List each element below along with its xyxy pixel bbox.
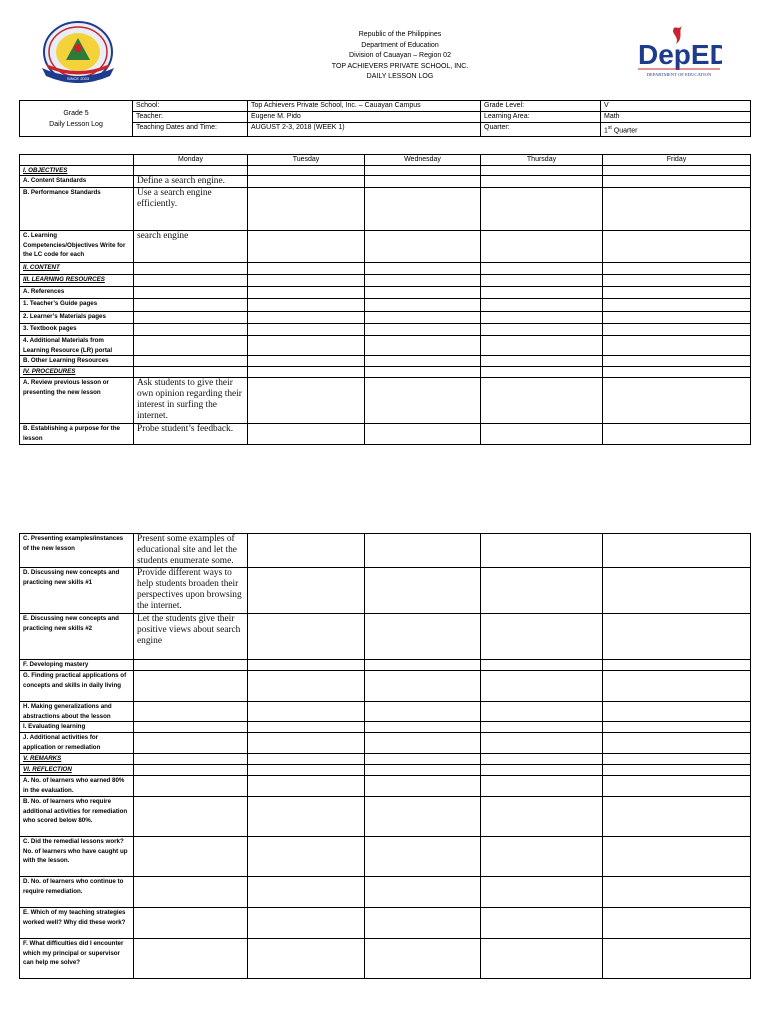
table-row	[20, 908, 751, 939]
table-row	[20, 287, 751, 299]
tuesday-cell	[248, 765, 365, 776]
day-header-thursday: Thursday	[481, 155, 603, 166]
table-row	[20, 299, 751, 312]
monday-cell	[134, 939, 248, 979]
row-label: F. What difficulties did I encounter which my principal or supervisor can help me solve?	[20, 939, 134, 979]
document-header	[250, 30, 550, 83]
lesson-info-table	[19, 100, 751, 137]
day-header-wednesday: Wednesday	[365, 155, 481, 166]
thursday-cell	[481, 176, 603, 188]
monday-cell	[134, 797, 248, 837]
monday-cell	[134, 754, 248, 765]
table-row	[20, 837, 751, 877]
wednesday-cell	[365, 336, 481, 356]
table-row	[20, 188, 751, 231]
wednesday-cell	[365, 534, 481, 568]
wednesday-cell	[365, 837, 481, 877]
row-label: D. No. of learners who continue to require remediation.	[20, 877, 134, 908]
wednesday-cell	[365, 908, 481, 939]
thursday-cell	[481, 336, 603, 356]
header-line-log-title: DAILY LESSON LOG	[366, 73, 434, 80]
monday-cell: Ask students to give their own opinion regarding their interest in surfing the internet.	[134, 378, 248, 424]
row-label: H. Making generalizations and abstractions about the lesson	[20, 702, 134, 722]
friday-cell	[603, 660, 751, 671]
tuesday-cell	[248, 299, 365, 312]
table-row	[20, 378, 751, 424]
monday-cell	[134, 660, 248, 671]
row-label: 1. Teacher’s Guide pages	[20, 299, 134, 312]
row-label: III. LEARNING RESOURCES	[20, 275, 134, 287]
friday-cell	[603, 671, 751, 702]
tuesday-cell	[248, 424, 365, 444]
tuesday-cell	[248, 231, 365, 263]
wednesday-cell	[365, 733, 481, 754]
svg-text:DEPARTMENT OF EDUCATION: DEPARTMENT OF EDUCATION	[646, 72, 712, 77]
grade-cell	[20, 101, 133, 137]
table-row	[20, 367, 751, 378]
day-header-friday: Friday	[603, 155, 751, 166]
wednesday-cell	[365, 765, 481, 776]
table-row	[20, 776, 751, 797]
friday-cell	[603, 424, 751, 444]
quarter-label: Quarter:	[481, 123, 601, 137]
table-row	[20, 765, 751, 776]
thursday-cell	[481, 702, 603, 722]
table-row	[20, 263, 751, 275]
thursday-cell	[481, 908, 603, 939]
table-row	[20, 939, 751, 979]
table-row	[20, 568, 751, 614]
tuesday-cell	[248, 776, 365, 797]
row-label: A. No. of learners who earned 80% in the evaluation.	[20, 776, 134, 797]
thursday-cell	[481, 754, 603, 765]
monday-cell: Define a search engine.	[134, 176, 248, 188]
row-label: C. Learning Competencies/Objectives Write for the LC code for each	[20, 231, 134, 263]
wednesday-cell	[365, 287, 481, 299]
row-label: I. OBJECTIVES	[20, 165, 134, 176]
thursday-cell	[481, 534, 603, 568]
friday-cell	[603, 797, 751, 837]
table-row	[20, 324, 751, 336]
monday-cell	[134, 776, 248, 797]
row-label: B. No. of learners who require additional activities for remediation who scored below 80%.	[20, 797, 134, 837]
tuesday-cell	[248, 660, 365, 671]
tuesday-cell	[248, 263, 365, 275]
wednesday-cell	[365, 939, 481, 979]
learning-area-value: Math	[601, 112, 751, 123]
friday-cell	[603, 188, 751, 231]
monday-cell: search engine	[134, 231, 248, 263]
row-label: B. Other Learning Resources	[20, 356, 134, 367]
wednesday-cell	[365, 231, 481, 263]
table-row	[20, 722, 751, 733]
row-label: IV. PROCEDURES	[20, 367, 134, 378]
thursday-cell	[481, 671, 603, 702]
lesson-plan-table-part1	[19, 154, 751, 445]
svg-text:DepED: DepED	[638, 39, 722, 70]
grade-level-label: Grade Level:	[481, 101, 601, 112]
teacher-label: Teacher:	[133, 112, 248, 123]
row-label: 2. Learner’s Materials pages	[20, 312, 134, 324]
grade-level-value: V	[601, 101, 751, 112]
monday-cell	[134, 287, 248, 299]
friday-cell	[603, 176, 751, 188]
tuesday-cell	[248, 367, 365, 378]
header-line-department: Department of Education	[361, 41, 439, 49]
thursday-cell	[481, 939, 603, 979]
wednesday-cell	[365, 356, 481, 367]
thursday-cell	[481, 765, 603, 776]
monday-cell	[134, 367, 248, 378]
tuesday-cell	[248, 356, 365, 367]
table-row	[20, 534, 751, 568]
row-label: 3. Textbook pages	[20, 324, 134, 336]
monday-cell	[134, 312, 248, 324]
monday-cell: Use a search engine efficiently.	[134, 188, 248, 231]
tuesday-cell	[248, 733, 365, 754]
monday-cell: Probe student’s feedback.	[134, 424, 248, 444]
friday-cell	[603, 534, 751, 568]
table-row	[20, 754, 751, 765]
tuesday-cell	[248, 722, 365, 733]
thursday-cell	[481, 188, 603, 231]
school-seal-logo	[36, 18, 120, 88]
wednesday-cell	[365, 188, 481, 231]
tuesday-cell	[248, 568, 365, 614]
thursday-cell	[481, 324, 603, 336]
row-label: G. Finding practical applications of concepts and skills in daily living	[20, 671, 134, 702]
table-row	[20, 336, 751, 356]
tuesday-cell	[248, 312, 365, 324]
row-label: V. REMARKS	[20, 754, 134, 765]
wednesday-cell	[365, 312, 481, 324]
table-row	[20, 176, 751, 188]
monday-cell	[134, 722, 248, 733]
table-row	[20, 671, 751, 702]
tuesday-cell	[248, 908, 365, 939]
friday-cell	[603, 722, 751, 733]
tuesday-cell	[248, 275, 365, 287]
tuesday-cell	[248, 188, 365, 231]
friday-cell	[603, 367, 751, 378]
wednesday-cell	[365, 275, 481, 287]
tuesday-cell	[248, 287, 365, 299]
friday-cell	[603, 287, 751, 299]
row-label: J. Additional activities for application or remediation	[20, 733, 134, 754]
day-header-tuesday: Tuesday	[248, 155, 365, 166]
monday-cell	[134, 165, 248, 176]
row-label: C. Presenting examples/instances of the new lesson	[20, 534, 134, 568]
row-label: E. Which of my teaching strategies worked well? Why did these work?	[20, 908, 134, 939]
quarter-value: 1st Quarter	[601, 123, 751, 137]
thursday-cell	[481, 287, 603, 299]
friday-cell	[603, 754, 751, 765]
friday-cell	[603, 702, 751, 722]
lesson-plan-table-part2	[19, 533, 751, 979]
monday-cell	[134, 877, 248, 908]
monday-cell	[134, 299, 248, 312]
school-label: School:	[133, 101, 248, 112]
dates-label: Teaching Dates and Time:	[133, 123, 248, 137]
thursday-cell	[481, 660, 603, 671]
wednesday-cell	[365, 797, 481, 837]
monday-cell	[134, 908, 248, 939]
friday-cell	[603, 939, 751, 979]
row-label: A. References	[20, 287, 134, 299]
wednesday-cell	[365, 367, 481, 378]
row-label: E. Discussing new concepts and practicing new skills #2	[20, 614, 134, 660]
friday-cell	[603, 324, 751, 336]
wednesday-cell	[365, 165, 481, 176]
monday-cell	[134, 263, 248, 275]
log-title-label: Daily Lesson Log	[49, 120, 103, 128]
friday-cell	[603, 614, 751, 660]
thursday-cell	[481, 877, 603, 908]
table-row	[20, 877, 751, 908]
monday-cell: Provide different ways to help students broaden their perspectives upon browsing the internet.	[134, 568, 248, 614]
tuesday-cell	[248, 614, 365, 660]
friday-cell	[603, 733, 751, 754]
wednesday-cell	[365, 324, 481, 336]
friday-cell	[603, 312, 751, 324]
friday-cell	[603, 877, 751, 908]
thursday-cell	[481, 837, 603, 877]
thursday-cell	[481, 231, 603, 263]
row-label: A. Review previous lesson or presenting the new lesson	[20, 378, 134, 424]
thursday-cell	[481, 312, 603, 324]
friday-cell	[603, 165, 751, 176]
friday-cell	[603, 776, 751, 797]
row-label: F. Developing mastery	[20, 660, 134, 671]
svg-text:SINCE 2003: SINCE 2003	[66, 76, 90, 81]
monday-cell	[134, 671, 248, 702]
wednesday-cell	[365, 176, 481, 188]
teacher-value: Eugene M. Pido	[248, 112, 481, 123]
table-row	[20, 312, 751, 324]
wednesday-cell	[365, 263, 481, 275]
wednesday-cell	[365, 754, 481, 765]
wednesday-cell	[365, 877, 481, 908]
table-row	[20, 702, 751, 722]
table-row	[20, 165, 751, 176]
wednesday-cell	[365, 722, 481, 733]
tuesday-cell	[248, 378, 365, 424]
table-row	[20, 231, 751, 263]
table-row	[20, 356, 751, 367]
friday-cell	[603, 275, 751, 287]
thursday-cell	[481, 356, 603, 367]
tuesday-cell	[248, 837, 365, 877]
learning-area-label: Learning Area:	[481, 112, 601, 123]
tuesday-cell	[248, 324, 365, 336]
wednesday-cell	[365, 299, 481, 312]
table-row	[20, 797, 751, 837]
tuesday-cell	[248, 939, 365, 979]
monday-cell: Let the students give their positive views about search engine	[134, 614, 248, 660]
monday-cell	[134, 324, 248, 336]
monday-cell	[134, 702, 248, 722]
thursday-cell	[481, 367, 603, 378]
wednesday-cell	[365, 660, 481, 671]
header-line-division: Division of Cauayan – Region 02	[349, 52, 451, 59]
thursday-cell	[481, 614, 603, 660]
row-label: B. Establishing a purpose for the lesson	[20, 424, 134, 444]
row-label: D. Discussing new concepts and practicing new skills #1	[20, 568, 134, 614]
wednesday-cell	[365, 568, 481, 614]
table-row	[20, 614, 751, 660]
row-label: 4. Additional Materials from Learning Resource (LR) portal	[20, 336, 134, 356]
wednesday-cell	[365, 614, 481, 660]
row-label: C. Did the remedial lessons work? No. of learners who have caught up with the lesson.	[20, 837, 134, 877]
table-row	[20, 733, 751, 754]
friday-cell	[603, 908, 751, 939]
deped-logo	[636, 24, 722, 82]
day-header-monday: Monday	[134, 155, 248, 166]
wednesday-cell	[365, 378, 481, 424]
wednesday-cell	[365, 424, 481, 444]
school-value: Top Achievers Private School, Inc. – Cauayan Campus	[248, 101, 481, 112]
tuesday-cell	[248, 671, 365, 702]
dates-value: AUGUST 2-3, 2018 (WEEK 1)	[248, 123, 481, 137]
thursday-cell	[481, 275, 603, 287]
friday-cell	[603, 231, 751, 263]
monday-cell: Present some examples of educational site and let the students enumerate some.	[134, 534, 248, 568]
thursday-cell	[481, 299, 603, 312]
row-label: B. Performance Standards	[20, 188, 134, 231]
row-label: VI. REFLECTION	[20, 765, 134, 776]
friday-cell	[603, 837, 751, 877]
thursday-cell	[481, 424, 603, 444]
row-label: I. Evaluating learning	[20, 722, 134, 733]
friday-cell	[603, 765, 751, 776]
tuesday-cell	[248, 754, 365, 765]
friday-cell	[603, 378, 751, 424]
monday-cell	[134, 275, 248, 287]
friday-cell	[603, 336, 751, 356]
thursday-cell	[481, 263, 603, 275]
grade-label: Grade 5	[63, 109, 89, 117]
monday-cell	[134, 356, 248, 367]
day-header-row	[20, 155, 751, 166]
wednesday-cell	[365, 702, 481, 722]
table-row	[20, 424, 751, 444]
friday-cell	[603, 299, 751, 312]
wednesday-cell	[365, 776, 481, 797]
header-line-republic: Republic of the Philippines	[358, 31, 442, 38]
friday-cell	[603, 568, 751, 614]
friday-cell	[603, 263, 751, 275]
row-label: A. Content Standards	[20, 176, 134, 188]
wednesday-cell	[365, 671, 481, 702]
thursday-cell	[481, 733, 603, 754]
monday-cell	[134, 837, 248, 877]
monday-cell	[134, 733, 248, 754]
tuesday-cell	[248, 877, 365, 908]
thursday-cell	[481, 776, 603, 797]
thursday-cell	[481, 165, 603, 176]
thursday-cell	[481, 568, 603, 614]
tuesday-cell	[248, 797, 365, 837]
monday-cell	[134, 336, 248, 356]
table-row	[20, 275, 751, 287]
header-line-school: TOP ACHIEVERS PRIVATE SCHOOL, INC.	[331, 62, 469, 70]
table-row	[20, 660, 751, 671]
tuesday-cell	[248, 176, 365, 188]
tuesday-cell	[248, 336, 365, 356]
thursday-cell	[481, 378, 603, 424]
row-label: II. CONTENT	[20, 263, 134, 275]
thursday-cell	[481, 722, 603, 733]
monday-cell	[134, 765, 248, 776]
tuesday-cell	[248, 165, 365, 176]
thursday-cell	[481, 797, 603, 837]
tuesday-cell	[248, 534, 365, 568]
tuesday-cell	[248, 702, 365, 722]
friday-cell	[603, 356, 751, 367]
